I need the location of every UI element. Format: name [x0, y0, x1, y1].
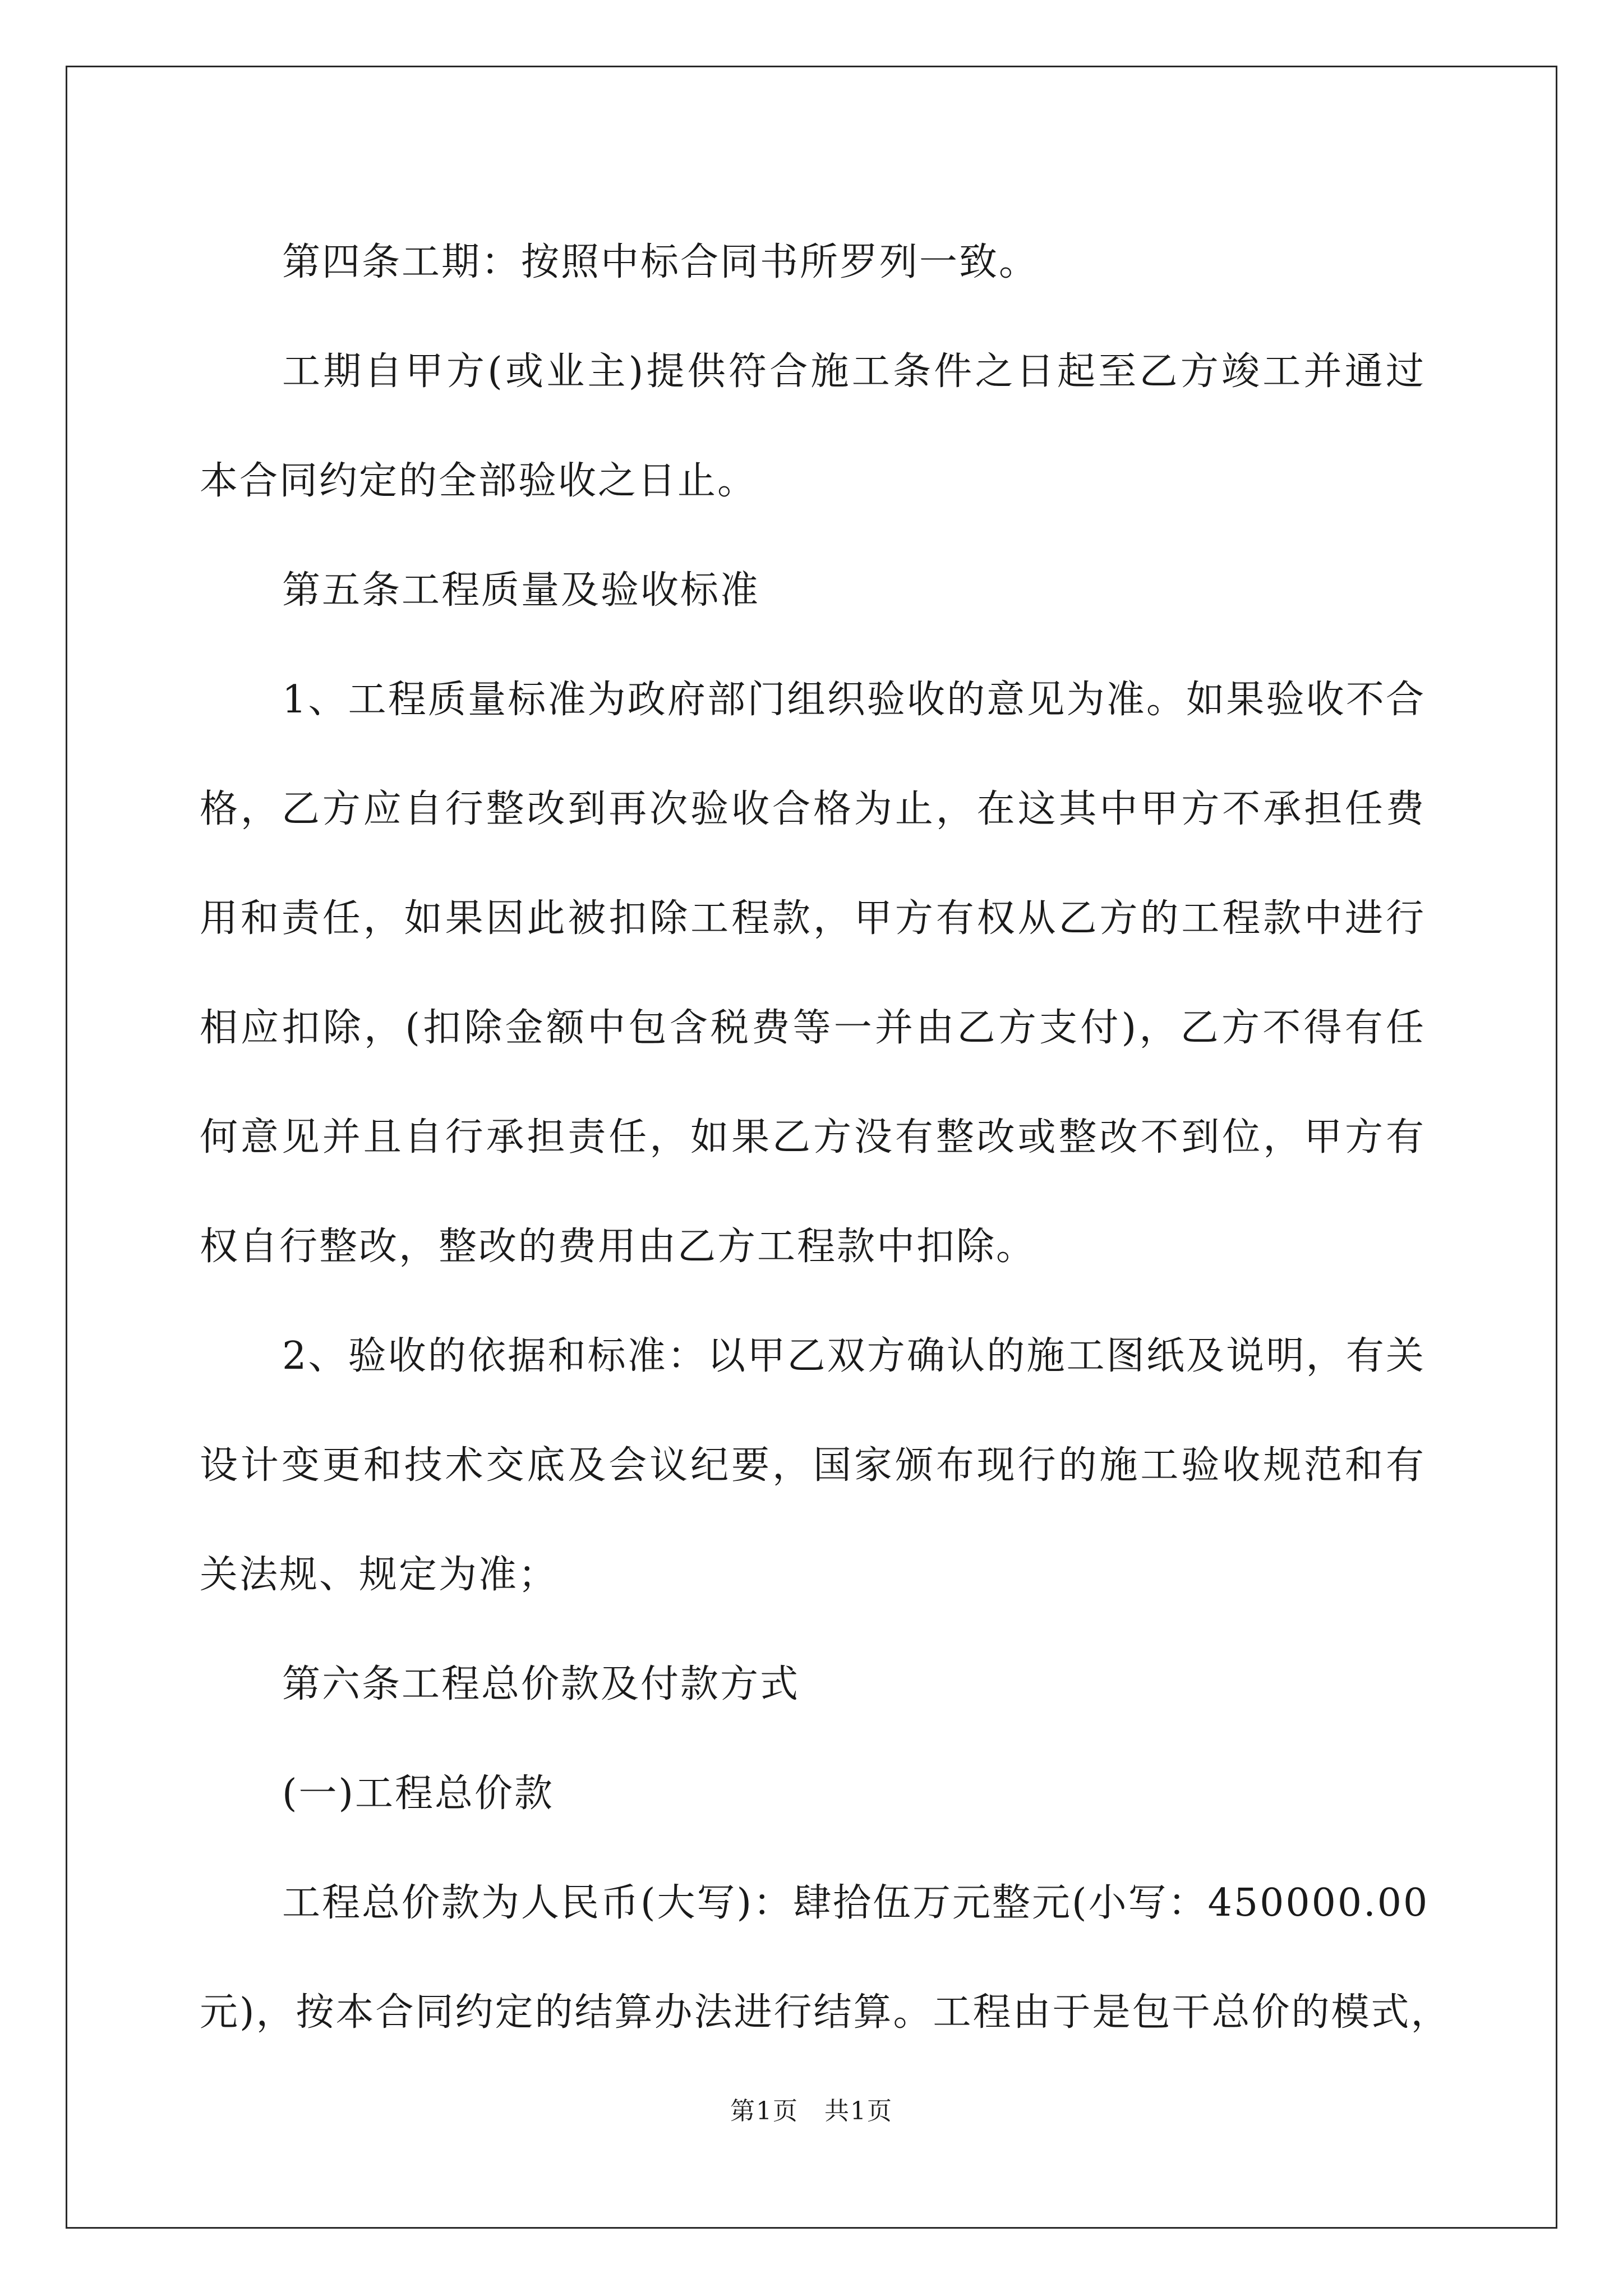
- paragraph-construction-period: [200, 317, 1426, 536]
- text-line: 1、工程质量标准为政府部门组织验收的意见为准。如果验收不合: [282, 678, 1426, 722]
- paragraph-total-price-heading: [200, 1739, 1426, 1848]
- text-line: 元)，按本合同约定的结算办法进行结算。工程由于是包干总价的模式，: [200, 1990, 1451, 2035]
- text-line: 相应扣除，(扣除金额中包含税费等一并由乙方支付)，乙方不得有任: [200, 1006, 1426, 1050]
- paragraph-quality-standard: [200, 645, 1426, 1301]
- text-line: 第六条工程总价款及付款方式: [282, 1662, 800, 1706]
- text-line: 工程总价款为人民币(大写)：肆拾伍万元整元(小写：450000.00: [282, 1881, 1430, 1925]
- text-line: 设计变更和技术交底及会议纪要，国家颁布现行的施工验收规范和有: [200, 1443, 1426, 1488]
- text-line: (一)工程总价款: [282, 1772, 555, 1816]
- text-line: 用和责任，如果因此被扣除工程款，甲方有权从乙方的工程款中进行: [200, 896, 1426, 941]
- paragraph-acceptance-basis: [200, 1301, 1426, 1630]
- page-number-footer: 第1页 共1页: [730, 2097, 893, 2125]
- text-line: 工期自甲方(或业主)提供符合施工条件之日起至乙方竣工并通过: [282, 349, 1426, 394]
- text-line: 格，乙方应自行整改到再次验收合格为止，在这其中甲方不承担任费: [200, 787, 1426, 831]
- text-line: 本合同约定的全部验收之日止。: [200, 459, 758, 503]
- text-line: 权自行整改，整改的费用由乙方工程款中扣除。: [200, 1225, 1036, 1269]
- paragraph-total-price-amount: [200, 1848, 1451, 2067]
- text-line: 2、验收的依据和标准：以甲乙双方确认的施工图纸及说明，有关: [282, 1334, 1426, 1378]
- text-line: 第五条工程质量及验收标准: [282, 568, 760, 613]
- text-line: 第四条工期：按照中标合同书所罗列一致。: [282, 240, 1039, 284]
- paragraph-article-4-title: [200, 208, 1426, 317]
- paragraph-article-6-title: [200, 1630, 1426, 1739]
- text-line: 关法规、规定为准；: [200, 1553, 559, 1597]
- text-line: 何意见并且自行承担责任，如果乙方没有整改或整改不到位，甲方有: [200, 1115, 1426, 1159]
- paragraph-article-5-title: [200, 536, 1426, 645]
- document-body: [200, 208, 1451, 2067]
